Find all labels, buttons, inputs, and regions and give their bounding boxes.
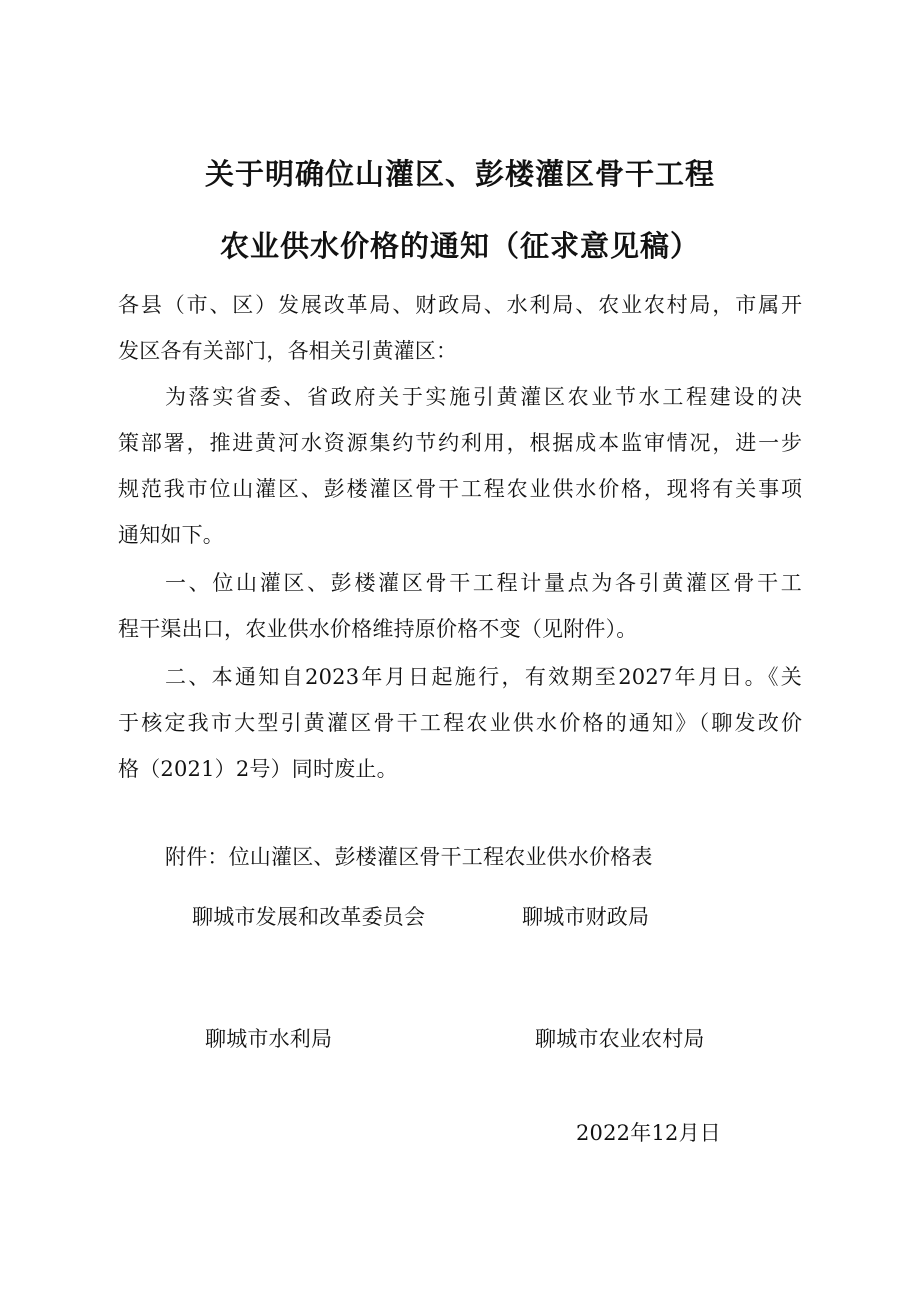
signatory-agriculture: 聊城市农业农村局 xyxy=(535,1027,705,1051)
paragraph-1-line-2: 策部署，推进黄河水资源集约节约利用，根据成本监审情况，进一步 xyxy=(118,431,802,455)
item-1-line-2: 程干渠出口，农业供水价格维持原价格不变（见附件）。 xyxy=(118,617,638,641)
item-2-line-1: 二、本通知自2023年月日起施行，有效期至2027年月日。《关 xyxy=(165,665,802,689)
paragraph-1-line-1: 为落实省委、省政府关于实施引黄灌区农业节水工程建设的决 xyxy=(165,385,802,409)
paragraph-1-line-3: 规范我市位山灌区、彭楼灌区骨干工程农业供水价格，现将有关事项 xyxy=(118,477,802,501)
item-1-line-1: 一、位山灌区、彭楼灌区骨干工程计量点为各引黄灌区骨干工 xyxy=(165,571,802,595)
paragraph-1-line-4: 通知如下。 xyxy=(118,523,224,547)
document-title-line-2: 农业供水价格的通知（征求意见稿） xyxy=(219,229,700,263)
signatory-finance: 聊城市财政局 xyxy=(522,905,650,929)
document-date: 2022年12月日 xyxy=(576,1121,721,1145)
salutation-line-1: 各县（市、区）发展改革局、财政局、水利局、农业农村局，市属开 xyxy=(118,293,802,317)
item-2-line-2: 于核定我市大型引黄灌区骨干工程农业供水价格的通知》（聊发改价 xyxy=(118,711,802,735)
signatory-drc: 聊城市发展和改革委员会 xyxy=(192,905,426,929)
attachment-note: 附件：位山灌区、彭楼灌区骨干工程农业供水价格表 xyxy=(165,845,653,869)
item-2-line-3: 格（2021）2号）同时废止。 xyxy=(118,757,398,781)
document-title-line-1: 关于明确位山灌区、彭楼灌区骨干工程 xyxy=(204,157,715,191)
salutation-line-2: 发区各有关部门，各相关引黄灌区： xyxy=(118,339,458,363)
signatory-water: 聊城市水利局 xyxy=(205,1027,333,1051)
